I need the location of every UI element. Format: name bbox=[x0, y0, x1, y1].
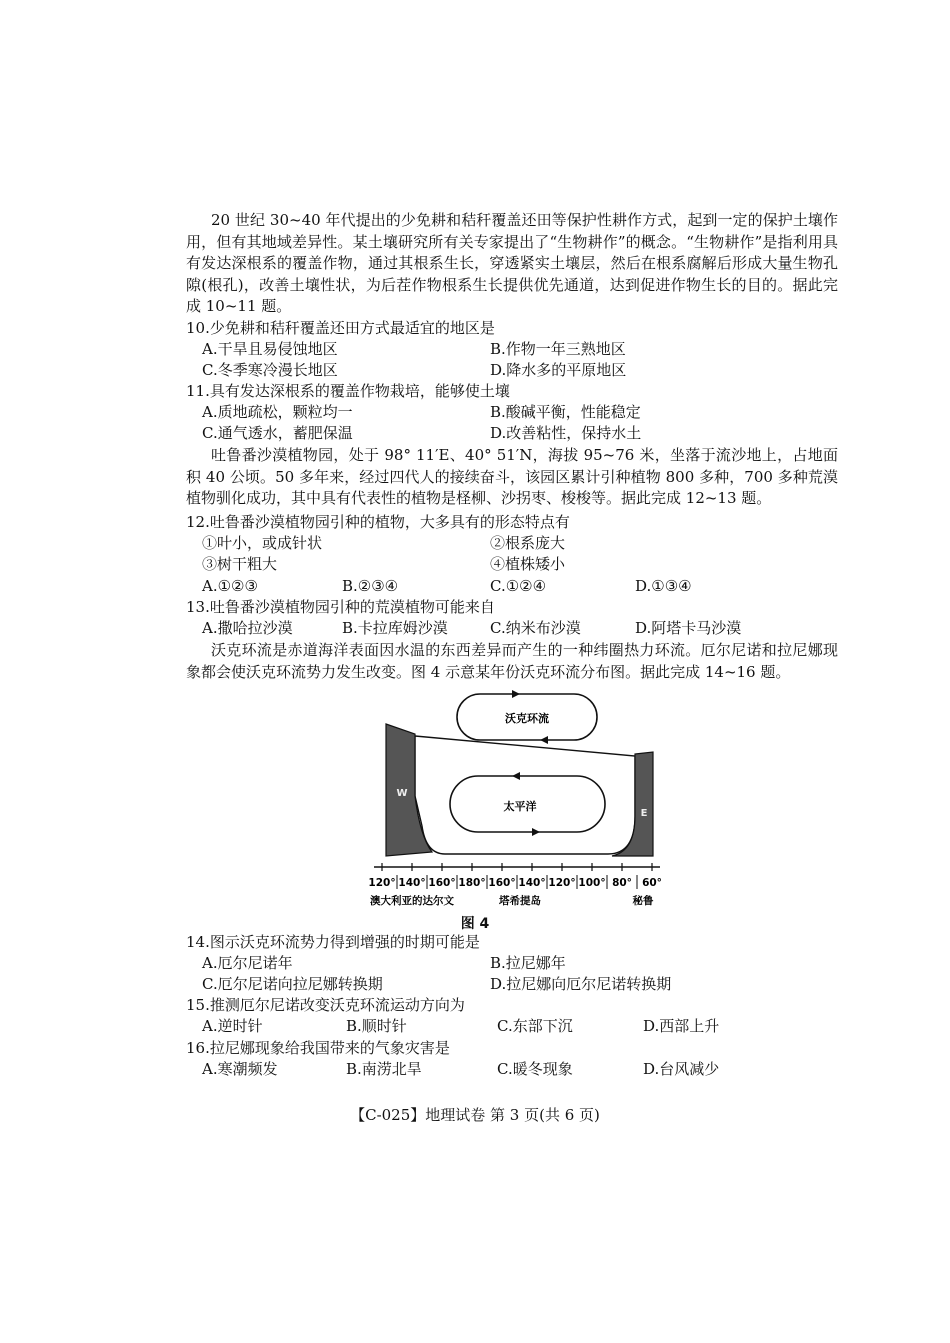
place-peru: 秘鲁 bbox=[632, 895, 654, 907]
q12-statement-2: ②根系庞大 bbox=[490, 534, 566, 552]
q15-option-d: D.西部上升 bbox=[643, 1017, 720, 1035]
tick-label: 120° bbox=[548, 877, 576, 889]
passage-intro-2: 吐鲁番沙漠植物园，处于 98° 11′E、40° 51′N，海拔 95~76 米，坐落于流沙地上，占地面积 40 公顷。50 多年来，经过四代人的接续奋斗，该园区累计引种植物 800 多种，700 多种荒漠植物驯化成功，其中具有代表性的植物是柽柳、沙拐枣、梭梭等。据此完成 12~13 题。 bbox=[186, 446, 838, 507]
q11-option-b: B.酸碱平衡，性能稳定 bbox=[490, 403, 641, 421]
q16-option-c: C.暖冬现象 bbox=[497, 1060, 573, 1078]
q12-option-b: B.②③④ bbox=[342, 577, 399, 595]
q10-option-c: C.冬季寒冷漫长地区 bbox=[202, 361, 338, 379]
q14-option-d: D.拉尼娜向厄尔尼诺转换期 bbox=[490, 975, 672, 993]
q15-stem: 15.推测厄尔尼诺改变沃克环流运动方向为 bbox=[186, 996, 465, 1014]
place-darwin: 澳大利亚的达尔文 bbox=[370, 895, 454, 907]
q16-option-a: A.寒潮频发 bbox=[202, 1060, 278, 1078]
q13-stem: 13.吐鲁番沙漠植物园引种的荒漠植物可能来自 bbox=[186, 598, 495, 616]
figure-caption: 图 4 bbox=[460, 916, 490, 932]
tick-label: 160° bbox=[488, 877, 516, 889]
tick-label: 140° bbox=[518, 877, 546, 889]
q11-stem: 11.具有发达深根系的覆盖作物栽培，能够使土壤 bbox=[186, 382, 510, 400]
passage-intro-1: 20 世纪 30~40 年代提出的少免耕和秸秆覆盖还田等保护性耕作方式，起到一定的保护土壤作用，但有其地域差异性。某土壤研究所有关专家提出了“生物耕作”的概念。“生物耕作”是指利用具有发达深根系的覆盖作物，通过其根系生长，穿透紧实土壤层，然后在根系腐解后形成大量生物孔隙(根孔)，改善土壤性状，为后茬作物根系生长提供优先通道，达到促进作物生长的目的。据此完成 10~11 题。 bbox=[186, 211, 838, 315]
q15-option-a: A.逆时针 bbox=[202, 1017, 263, 1035]
q12-option-d: D.①③④ bbox=[635, 577, 692, 595]
tick-labels bbox=[368, 877, 662, 889]
q12-statement-4: ④植株矮小 bbox=[490, 555, 566, 573]
q10-stem: 10.少免耕和秸秆覆盖还田方式最适宜的地区是 bbox=[186, 319, 495, 337]
passage-intro-3: 沃克环流是赤道海洋表面因水温的东西差异而产生的一种纬圈热力环流。厄尔尼诺和拉尼娜现象都会使沃克环流势力发生改变。图 4 示意某年份沃克环流分布图。据此完成 14~16 题。 bbox=[186, 641, 838, 681]
q12-option-c: C.①②④ bbox=[490, 577, 547, 595]
q15-option-b: B.顺时针 bbox=[346, 1017, 407, 1035]
tick-label: 60° bbox=[642, 877, 662, 889]
q14-option-c: C.厄尔尼诺向拉尼娜转换期 bbox=[202, 975, 383, 993]
q13-option-c: C.纳米布沙漠 bbox=[490, 619, 581, 637]
q13-option-d: D.阿塔卡马沙漠 bbox=[635, 619, 742, 637]
q16-stem: 16.拉尼娜现象给我国带来的气象灾害是 bbox=[186, 1039, 450, 1057]
tick-label: 120° bbox=[368, 877, 396, 889]
q13-option-a: A.撒哈拉沙漠 bbox=[202, 619, 293, 637]
place-tahiti: 塔希提岛 bbox=[499, 895, 541, 907]
tick-label: 160° bbox=[428, 877, 456, 889]
ocean-basin bbox=[415, 736, 635, 854]
q16-option-d: D.台风减少 bbox=[643, 1060, 720, 1078]
west-label: W bbox=[396, 788, 408, 799]
upper-arrow-east bbox=[512, 690, 520, 698]
q12-statement-1: ①叶小，或成针状 bbox=[202, 534, 323, 552]
q10-option-b: B.作物一年三熟地区 bbox=[490, 340, 626, 358]
q12-option-a: A.①②③ bbox=[202, 577, 258, 595]
tick-label: 180° bbox=[458, 877, 486, 889]
q11-option-c: C.通气透水，蓄肥保温 bbox=[202, 424, 353, 442]
upper-arrow-west bbox=[540, 736, 548, 744]
q10-option-a: A.干旱且易侵蚀地区 bbox=[202, 340, 338, 358]
upper-loop-label: 沃克环流 bbox=[505, 712, 549, 725]
q11-option-a: A.质地疏松，颗粒均一 bbox=[202, 403, 353, 421]
east-label: E bbox=[640, 808, 648, 819]
q14-option-b: B.拉尼娜年 bbox=[490, 954, 566, 972]
q12-stem: 12.吐鲁番沙漠植物园引种的植物，大多具有的形态特点有 bbox=[186, 513, 570, 531]
q15-option-c: C.东部下沉 bbox=[497, 1017, 573, 1035]
q10-option-d: D.降水多的平原地区 bbox=[490, 361, 627, 379]
q16-option-b: B.南涝北旱 bbox=[346, 1060, 422, 1078]
q12-statement-3: ③树干粗大 bbox=[202, 555, 278, 573]
ocean-label: 太平洋 bbox=[503, 800, 537, 813]
tick-label: 100° bbox=[578, 877, 606, 889]
page-footer: 【C-025】地理试卷 第 3 页(共 6 页) bbox=[350, 1106, 600, 1124]
tick-label: 80° bbox=[612, 877, 632, 889]
q13-option-b: B.卡拉库姆沙漠 bbox=[342, 619, 448, 637]
q14-option-a: A.厄尔尼诺年 bbox=[202, 954, 293, 972]
q11-option-d: D.改善粘性，保持水土 bbox=[490, 424, 642, 442]
walker-circulation-figure bbox=[360, 686, 680, 931]
walker-circulation-diagram bbox=[360, 686, 680, 916]
tick-label: 140° bbox=[398, 877, 426, 889]
q14-stem: 14.图示沃克环流势力得到增强的时期可能是 bbox=[186, 933, 480, 951]
